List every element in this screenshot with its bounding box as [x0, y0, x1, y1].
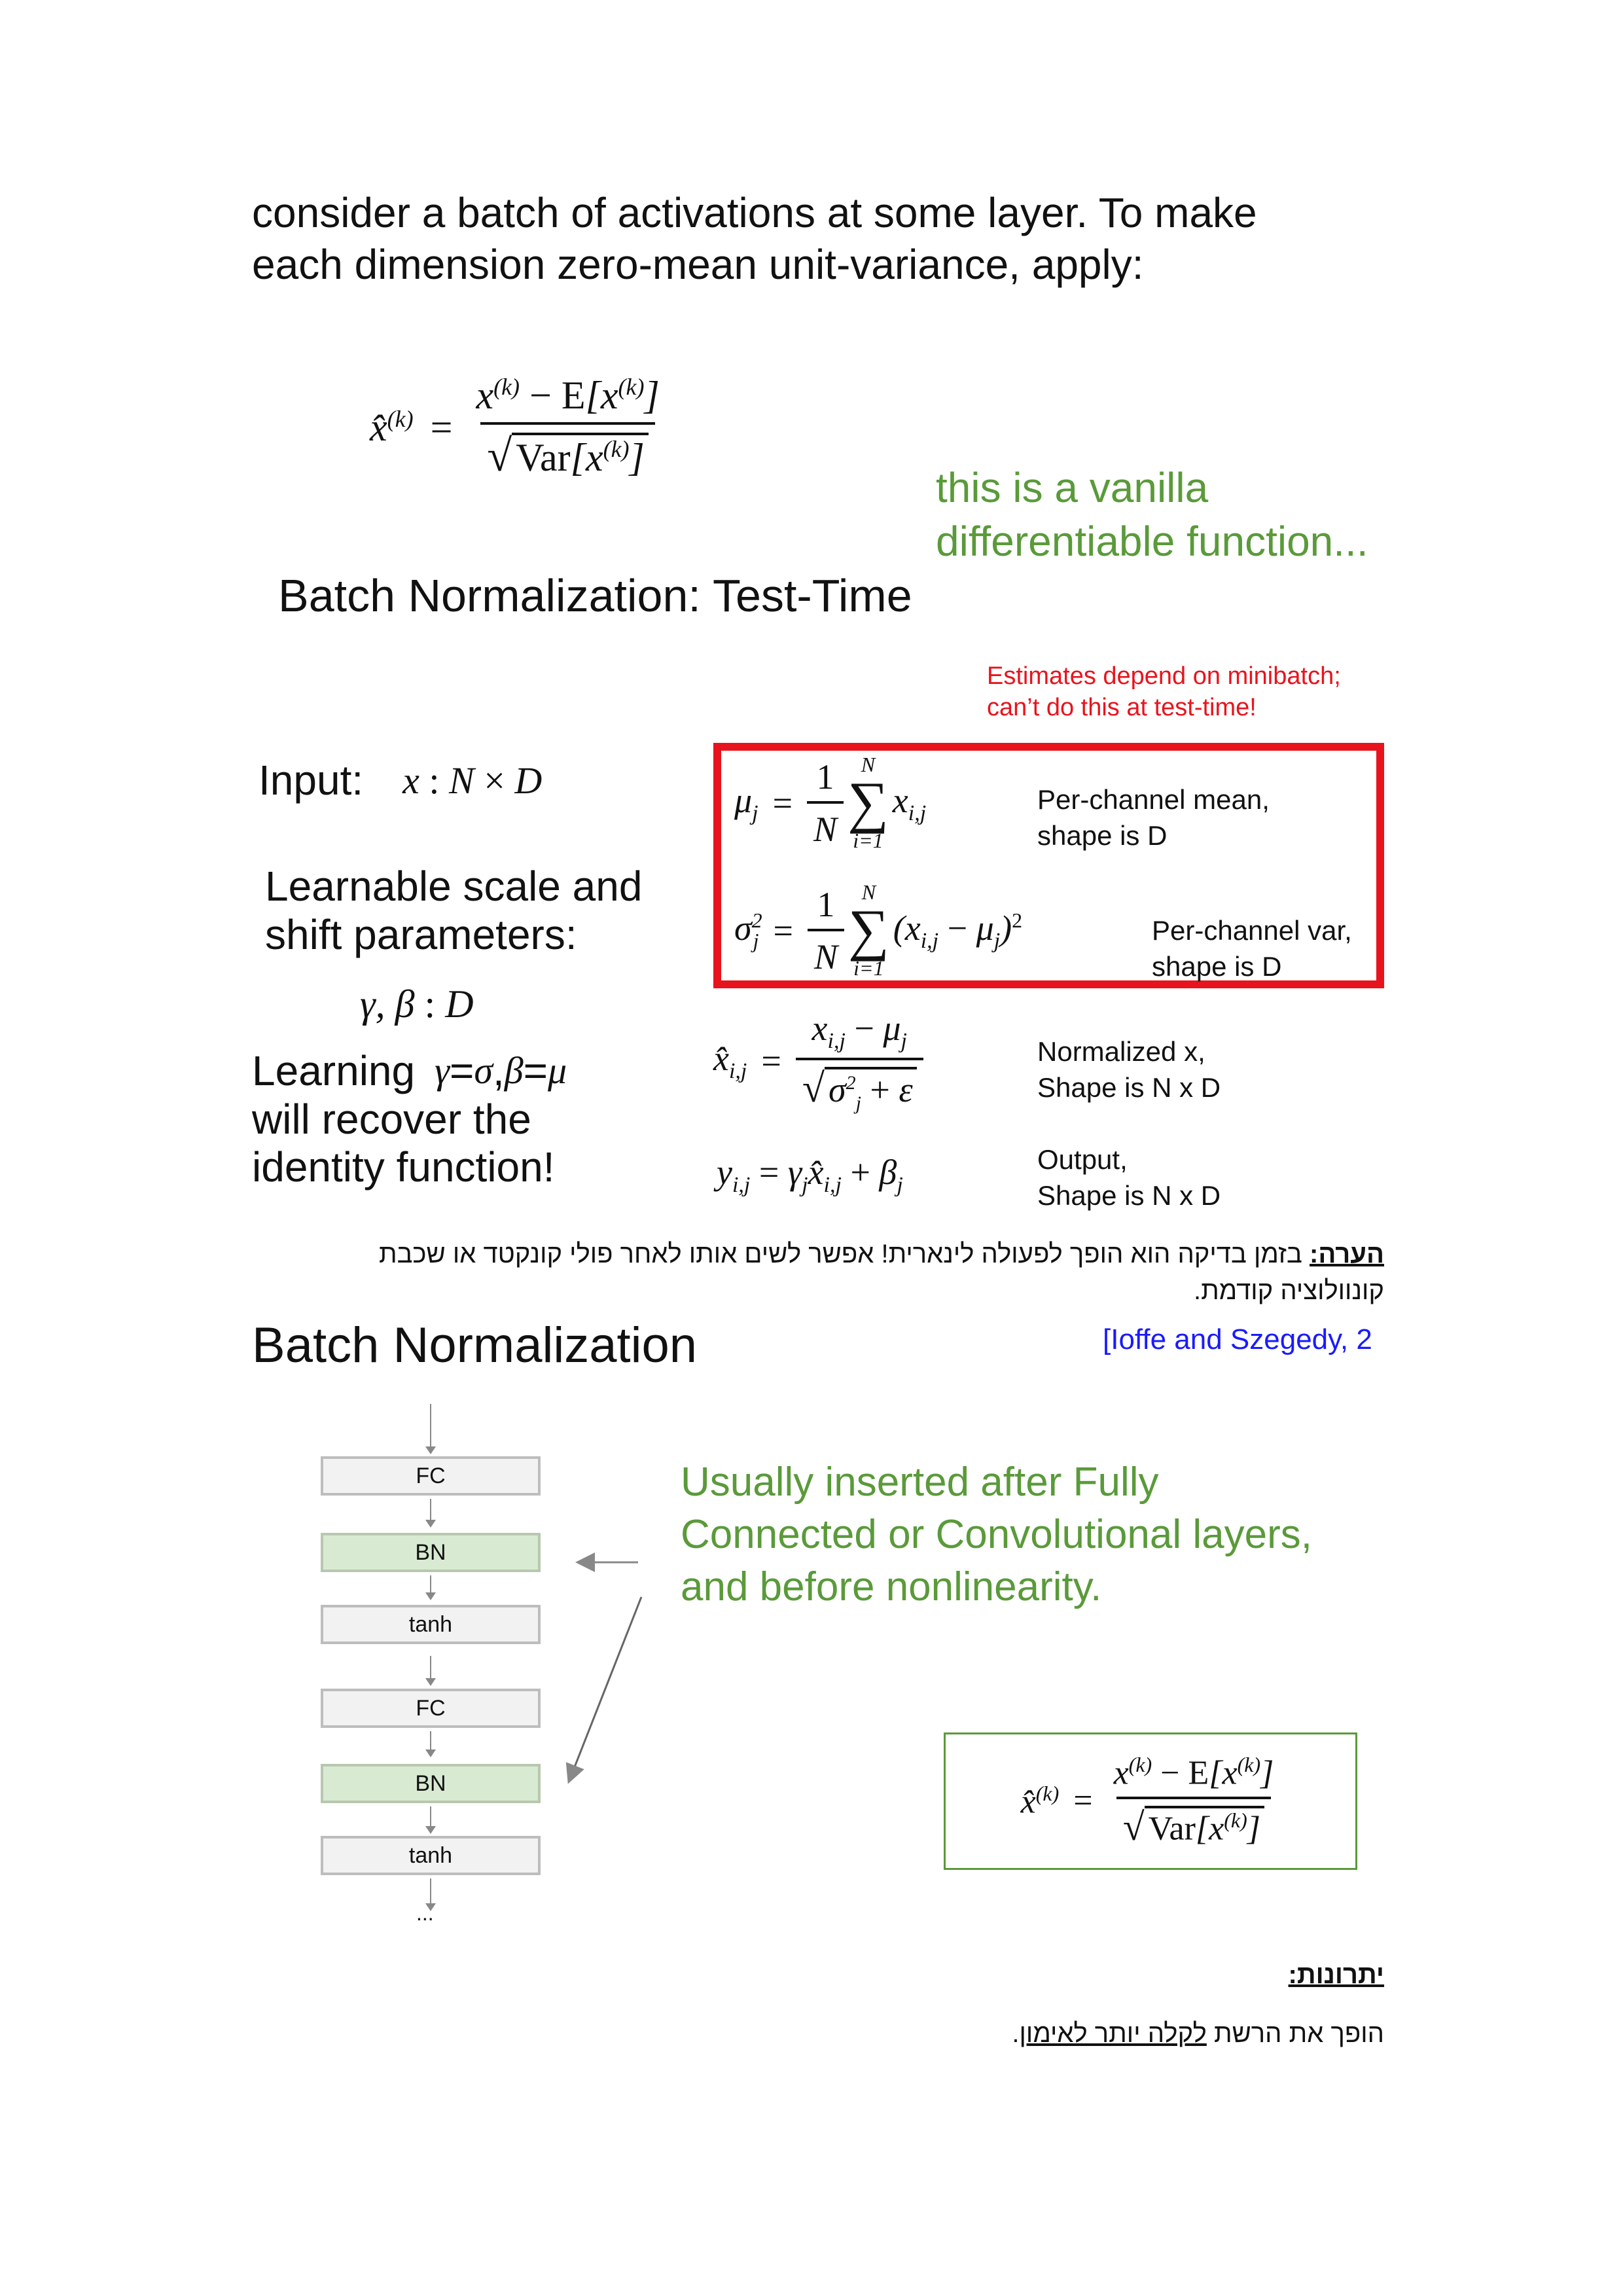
- boxed-normalization-formula: x̂$^{(k)}$ = $\frac{x^{(k)} - E[x^{(k)}]}{√ Var[x^{(k)}]}$: [1020, 1753, 1274, 1848]
- pointer-arrow-bn2: [569, 1597, 641, 1780]
- gamma-beta-shape: γ, β : D: [360, 982, 474, 1026]
- learnable-line-1: Learnable scale and: [265, 863, 643, 910]
- will-recover-line-2: identity function!: [252, 1143, 555, 1191]
- bn-title: Batch Normalization: [252, 1318, 698, 1373]
- learning-word: Learning: [252, 1047, 416, 1094]
- green-formula-box: [944, 1732, 1357, 1870]
- inserted-line-3: and before nonlinearity.: [681, 1564, 1102, 1609]
- learnable-line-2: shift parameters:: [265, 910, 577, 958]
- fc-box-1: FC: [321, 1456, 541, 1496]
- bn-box-1: BN: [321, 1533, 541, 1572]
- variance-formula: $\sigma^2_j$ = $\frac{1}{N}$ N ∑ i=1 $(x_{i,j} - \mu_j)^2$: [734, 880, 1023, 980]
- input-text: Input:: [259, 757, 364, 804]
- normalized-x-formula: $x̂_{i,j}$ = $\frac{x_{i,j} - \mu_j}{√ \sigma^2_j + \varepsilon}$: [713, 1008, 923, 1115]
- advantages-prefix: הופך את הרשת: [1206, 2019, 1384, 2048]
- diagram-ellipsis: ...: [416, 1901, 434, 1925]
- fc-box-2: FC: [321, 1689, 541, 1728]
- advantages-heading: יתרונות:: [1288, 1960, 1384, 1989]
- mean-desc-line-2: shape is D: [1037, 819, 1168, 851]
- tanh-box-1: tanh: [321, 1605, 541, 1644]
- hebrew-note-line-1: בזמן בדיקה הוא הופך לפעולה לינארית! אפשר לשים אותו לאחר פולי קונקטד או שכבת: [378, 1240, 1310, 1268]
- norm-desc-line-1: Normalized x,: [1037, 1036, 1205, 1067]
- will-recover-line-1: will recover the: [252, 1095, 531, 1143]
- mean-formula: $\mu_j$ = $\frac{1}{N}$ N ∑ i=1 $x_{i,j}$: [734, 753, 927, 853]
- hebrew-note-label: הערה:: [1310, 1240, 1384, 1268]
- norm-desc-line-2: Shape is N x D: [1037, 1071, 1221, 1103]
- var-desc-line-2: shape is D: [1152, 950, 1282, 982]
- tanh-box-2: tanh: [321, 1836, 541, 1875]
- advantages-underlined: לקלה יותר לאימון: [1019, 2019, 1207, 2048]
- intro-line-2: each dimension zero-mean unit-variance, apply:: [252, 241, 1144, 289]
- out-desc-line-1: Output,: [1037, 1144, 1128, 1175]
- learning-statement: Learning γ = σ , β = μ will recover the identity function!: [252, 1047, 567, 1191]
- vanilla-line-1: this is a vanilla: [936, 464, 1209, 511]
- advantages-line: [785, 2019, 1384, 2049]
- bn-box-2: BN: [321, 1764, 541, 1803]
- out-desc-line-2: Shape is N x D: [1037, 1179, 1221, 1211]
- citation-link[interactable]: [Ioffe and Szegedy, 2: [1103, 1323, 1372, 1355]
- inserted-note: [681, 1456, 1312, 1613]
- output-formula: $y_{i,j}$ = $\gamma_jx̂_{i,j} + \beta_j$: [717, 1153, 903, 1197]
- hebrew-note-line-2: קונוולוציה קודמת.: [1194, 1276, 1384, 1305]
- inserted-line-1: Usually inserted after Fully: [681, 1460, 1159, 1505]
- normalization-formula: x̂$^{(k)}$ = $\frac{x^{(k)} - E[x^{(k)}]}{√ Var[x^{(k)}]}$: [370, 374, 660, 480]
- estimates-line-1: Estimates depend on minibatch;: [987, 662, 1341, 690]
- var-desc-line-1: Per-channel var,: [1152, 915, 1352, 946]
- intro-line-1: consider a batch of activations at some layer. To make: [252, 189, 1257, 236]
- test-time-title: Batch Normalization: Test-Time: [278, 570, 912, 621]
- mean-desc-line-1: Per-channel mean,: [1037, 784, 1270, 815]
- estimates-line-2: can’t do this at test-time!: [987, 693, 1257, 721]
- vanilla-line-2: differentiable function...: [936, 517, 1368, 565]
- advantages-suffix: .: [1012, 2019, 1020, 2048]
- inserted-line-2: Connected or Convolutional layers,: [681, 1511, 1312, 1557]
- input-label: Input: x : N × D: [259, 757, 543, 804]
